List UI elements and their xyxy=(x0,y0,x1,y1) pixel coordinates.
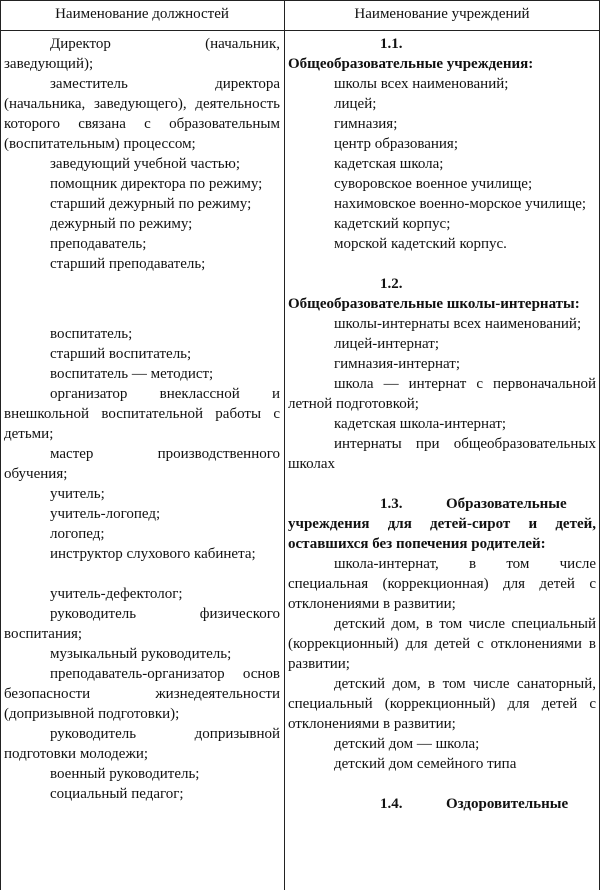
spacer xyxy=(4,564,280,584)
spacer xyxy=(288,774,596,794)
position-item: заведующий учебной частью; xyxy=(50,156,240,172)
position-item: воспитатель — методист; xyxy=(50,366,214,382)
section-title: Общеобразовательные школы-интернаты: xyxy=(288,296,580,312)
section-heading xyxy=(288,34,596,74)
section-number: 1.3. xyxy=(380,496,403,512)
table-border-top xyxy=(0,0,600,1)
position-item: руководитель допризывной подготовки молодежи; xyxy=(4,726,280,762)
section-title: Общеобразовательные учреждения: xyxy=(288,56,534,72)
position-item: учитель-логопед; xyxy=(50,506,161,522)
position-item: старший воспитатель; xyxy=(50,346,192,362)
header-divider xyxy=(0,30,600,31)
section-heading xyxy=(288,494,596,554)
position-item: мастер производственного обучения; xyxy=(4,446,280,482)
section-title: Оздоровительные xyxy=(446,796,569,812)
column-divider xyxy=(284,0,285,890)
section-heading xyxy=(288,274,596,314)
position-item: логопед; xyxy=(50,526,105,542)
section-title: Образовательные учреждения для детей-сирот и детей, оставшихся без попечения родителей: xyxy=(288,496,596,552)
position-item: преподаватель; xyxy=(50,236,147,252)
position-item: организатор внеклассной и внешкольной воспитательной работы с детьми; xyxy=(4,386,280,442)
institution-item: суворовское военное училище; xyxy=(334,176,533,192)
position-item: социальный педагог; xyxy=(50,786,184,802)
header-institutions: Наименование учреждений xyxy=(354,6,530,22)
institution-item: кадетский корпус; xyxy=(334,216,451,232)
institution-item: детский дом — школа; xyxy=(334,736,480,752)
position-item: учитель-дефектолог; xyxy=(50,586,183,602)
institution-item: школа-интернат, в том числе специальная (коррекционная) для детей с отклонениями в развитии; xyxy=(288,556,596,612)
position-item: инструктор слухового кабинета; xyxy=(50,546,256,562)
spacer xyxy=(4,274,280,324)
institution-item: лицей-интернат; xyxy=(334,336,440,352)
header-positions: Наименование должностей xyxy=(55,6,229,22)
institution-item: морской кадетский корпус. xyxy=(334,236,507,252)
position-item: заместитель директора (начальника, заведующего), деятельность которого связана с образовательным (воспитательным) процессом; xyxy=(4,76,280,152)
position-item: военный руководитель; xyxy=(50,766,200,782)
institution-item: гимназия-интернат; xyxy=(334,356,460,372)
spacer xyxy=(288,254,596,274)
positions-column xyxy=(4,34,280,804)
table-border-left xyxy=(0,0,1,890)
institution-item: детский дом семейного типа xyxy=(334,756,517,772)
institution-item: интернаты при общеобразовательных школах xyxy=(288,436,596,472)
position-item: музыкальный руководитель; xyxy=(50,646,232,662)
position-item: дежурный по режиму; xyxy=(50,216,193,232)
section-heading xyxy=(288,794,596,814)
section-number: 1.1. xyxy=(380,36,403,52)
institution-item: лицей; xyxy=(334,96,377,112)
spacer xyxy=(288,474,596,494)
section-number: 1.4. xyxy=(380,796,403,812)
institution-item: кадетская школа-интернат; xyxy=(334,416,507,432)
institution-item: школа — интернат с первоначальной летной подготовкой; xyxy=(288,376,596,412)
institution-item: школы-интернаты всех наименований; xyxy=(334,316,582,332)
institutions-column xyxy=(288,34,596,814)
position-item: преподаватель-организатор основ безопасности жизнедеятельности (допризывной подготовки); xyxy=(4,666,280,722)
position-item: старший дежурный по режиму; xyxy=(50,196,252,212)
position-item: воспитатель; xyxy=(50,326,133,342)
position-item: руководитель физического воспитания; xyxy=(4,606,280,642)
institution-item: центр образования; xyxy=(334,136,458,152)
position-item: Директор (начальник, заведующий); xyxy=(4,36,280,72)
position-item: помощник директора по режиму; xyxy=(50,176,263,192)
institution-item: нахимовское военно-морское училище; xyxy=(334,196,587,212)
position-item: старший преподаватель; xyxy=(50,256,206,272)
position-item: учитель; xyxy=(50,486,105,502)
section-number: 1.2. xyxy=(380,276,403,292)
institution-item: детский дом, в том числе специальный (коррекционный) для детей с отклонениями в развитии; xyxy=(288,616,596,672)
institution-item: кадетская школа; xyxy=(334,156,444,172)
institution-item: детский дом, в том числе санаторный, специальный (коррекционный) для детей с отклонениями в развитии; xyxy=(288,676,596,732)
institution-item: школы всех наименований; xyxy=(334,76,509,92)
institution-item: гимназия; xyxy=(334,116,398,132)
